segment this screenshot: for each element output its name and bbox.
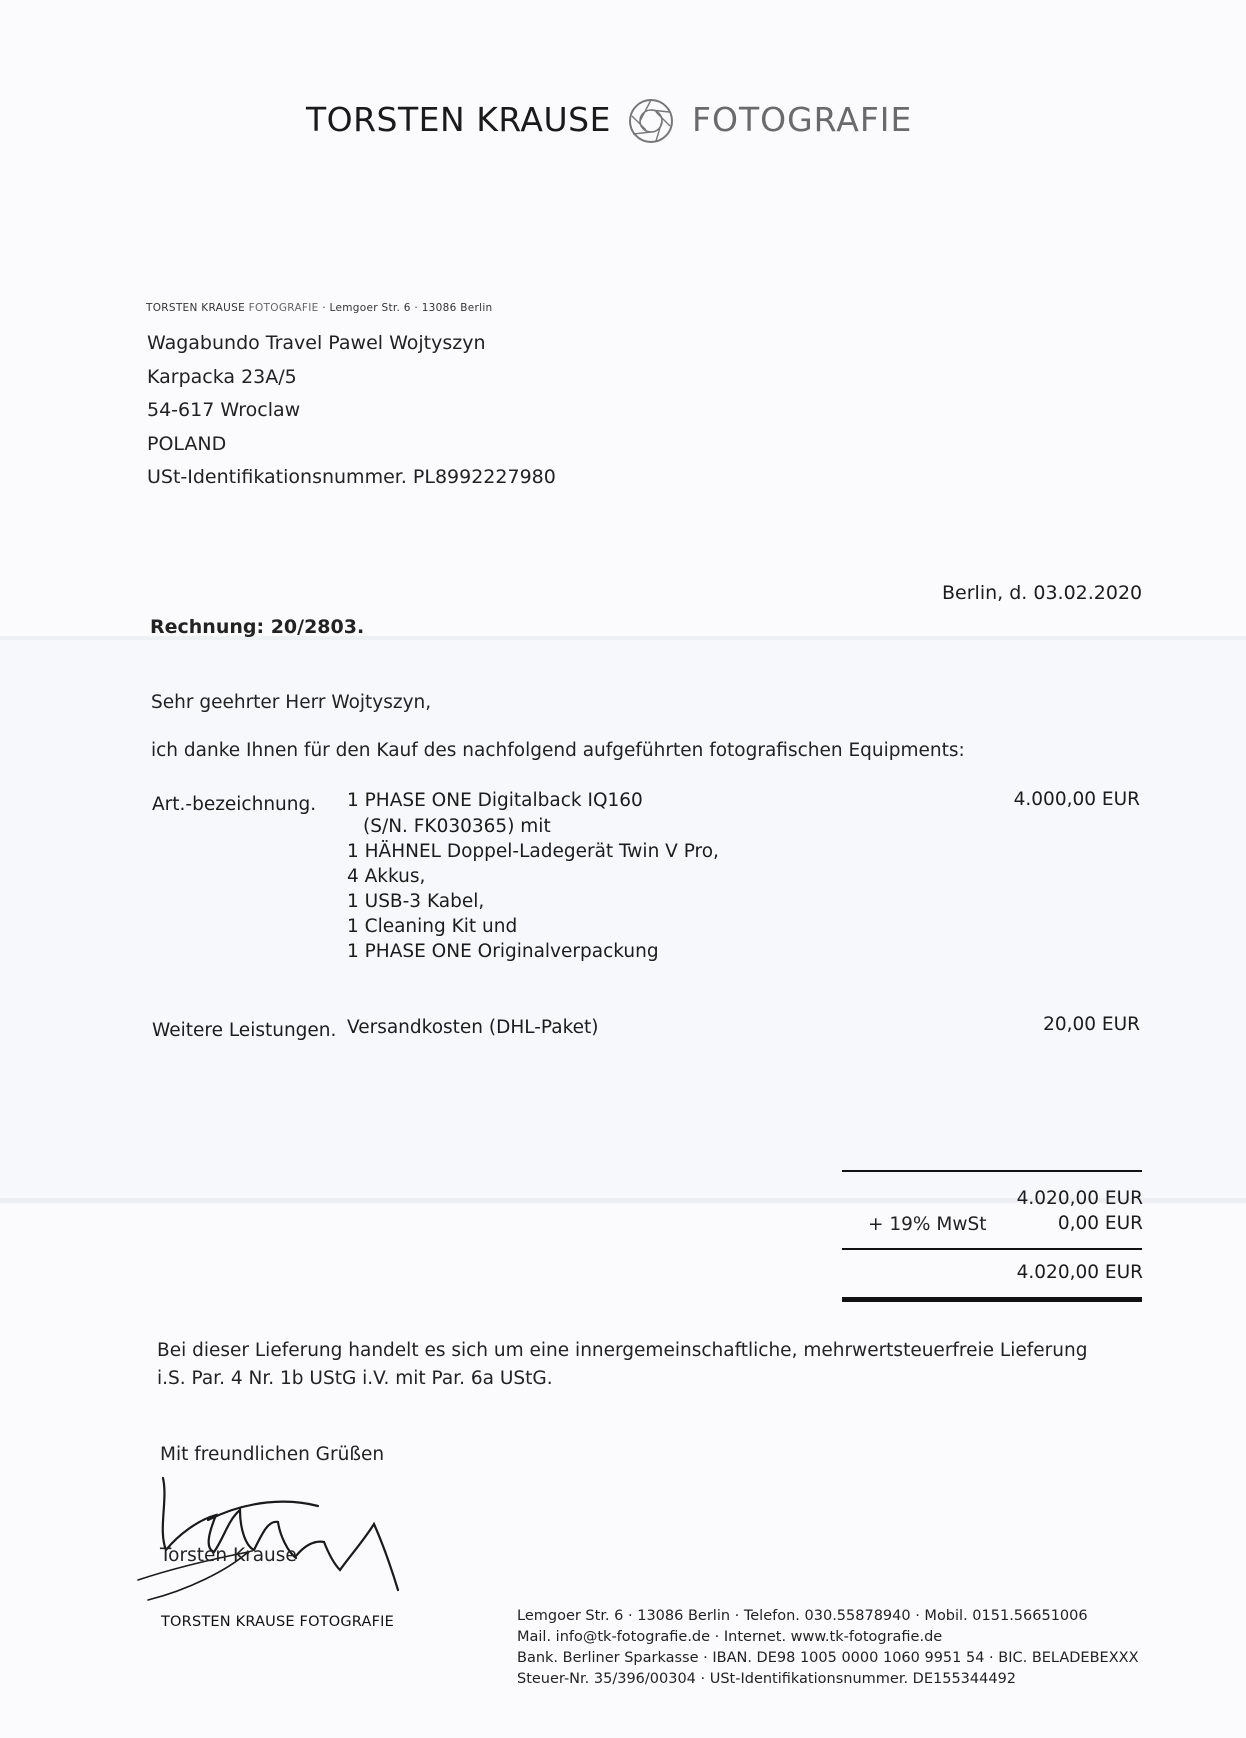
footer-tax-line: Steuer-Nr. 35/396/00304 · USt-Identifikationsnummer. DE155344492 xyxy=(517,1671,1017,1687)
invoice-number: Rechnung: 20/2803. xyxy=(150,616,365,638)
article-line: 1 HÄHNEL Doppel-Ladegerät Twin V Pro, xyxy=(347,841,719,862)
article-line: 1 USB-3 Kabel, xyxy=(347,891,485,912)
invoice-date: Berlin, d. 03.02.2020 xyxy=(942,582,1143,604)
sender-brand: FOTOGRAFIE xyxy=(248,302,319,314)
vat-note-line2: i.S. Par. 4 Nr. 1b UStG i.V. mit Par. 6a UStG. xyxy=(157,1368,553,1389)
recipient-vat-id: USt-Identifikationsnummer. PL8992227980 xyxy=(147,466,556,488)
intro-text: ich danke Ihnen für den Kauf des nachfolgend aufgeführten fotografischen Equipments: xyxy=(151,740,965,761)
sender-line: TORSTEN KRAUSE FOTOGRAFIE · Lemgoer Str. 6 · 13086 Berlin xyxy=(146,302,493,314)
signer-name: Torsten Krause xyxy=(160,1545,297,1566)
article-line: 1 PHASE ONE Originalverpackung xyxy=(347,941,659,962)
sender-company: TORSTEN KRAUSE xyxy=(146,302,246,314)
footer-brand: TORSTEN KRAUSE FOTOGRAFIE xyxy=(161,1614,394,1630)
camera-aperture-icon xyxy=(626,96,676,146)
scan-band xyxy=(0,640,1246,1200)
handwritten-signature xyxy=(128,1460,448,1610)
recipient-city: 54-617 Wroclaw xyxy=(147,399,301,421)
subtotal-rule xyxy=(842,1170,1142,1172)
services-description: Versandkosten (DHL-Paket) xyxy=(347,1017,599,1038)
article-line: 1 PHASE ONE Digitalback IQ160 xyxy=(347,790,643,811)
total-amount: 4.020,00 EUR xyxy=(1016,1262,1143,1283)
footer-address-line: Lemgoer Str. 6 · 13086 Berlin · Telefon. 030.55878940 · Mobil. 0151.56651006 xyxy=(517,1608,1088,1624)
sender-address: Lemgoer Str. 6 · 13086 Berlin xyxy=(329,302,493,314)
article-line: (S/N. FK030365) mit xyxy=(363,816,551,837)
article-line: 1 Cleaning Kit und xyxy=(347,916,518,937)
letterhead-brand: FOTOGRAFIE xyxy=(692,100,913,139)
recipient-street: Karpacka 23A/5 xyxy=(147,366,297,388)
letterhead-name: TORSTEN KRAUSE xyxy=(306,100,611,139)
article-amount: 4.000,00 EUR xyxy=(1013,789,1140,810)
vat-amount: 0,00 EUR xyxy=(1057,1213,1143,1234)
footer-bank-line: Bank. Berliner Sparkasse · IBAN. DE98 1005 0000 1060 9951 54 · BIC. BELADEBEXXX xyxy=(517,1650,1139,1666)
recipient-country: POLAND xyxy=(147,433,227,455)
article-line: 4 Akkus, xyxy=(347,866,426,887)
total-rule-double xyxy=(842,1297,1142,1302)
closing: Mit freundlichen Grüßen xyxy=(160,1444,385,1465)
services-label: Weitere Leistungen. xyxy=(152,1020,337,1041)
total-rule-top xyxy=(842,1248,1142,1250)
vat-label: + 19% MwSt xyxy=(868,1214,987,1235)
vat-note-line1: Bei dieser Lieferung handelt es sich um eine innergemeinschaftliche, mehrwertsteuerfreie Lieferung xyxy=(157,1340,1088,1361)
salutation: Sehr geehrter Herr Wojtyszyn, xyxy=(151,692,432,713)
recipient-name: Wagabundo Travel Pawel Wojtyszyn xyxy=(147,332,486,354)
article-label: Art.-bezeichnung. xyxy=(152,794,317,815)
services-amount: 20,00 EUR xyxy=(1043,1014,1140,1035)
footer-contact-line: Mail. info@tk-fotografie.de · Internet. www.tk-fotografie.de xyxy=(517,1629,943,1645)
subtotal-amount: 4.020,00 EUR xyxy=(1016,1188,1143,1209)
